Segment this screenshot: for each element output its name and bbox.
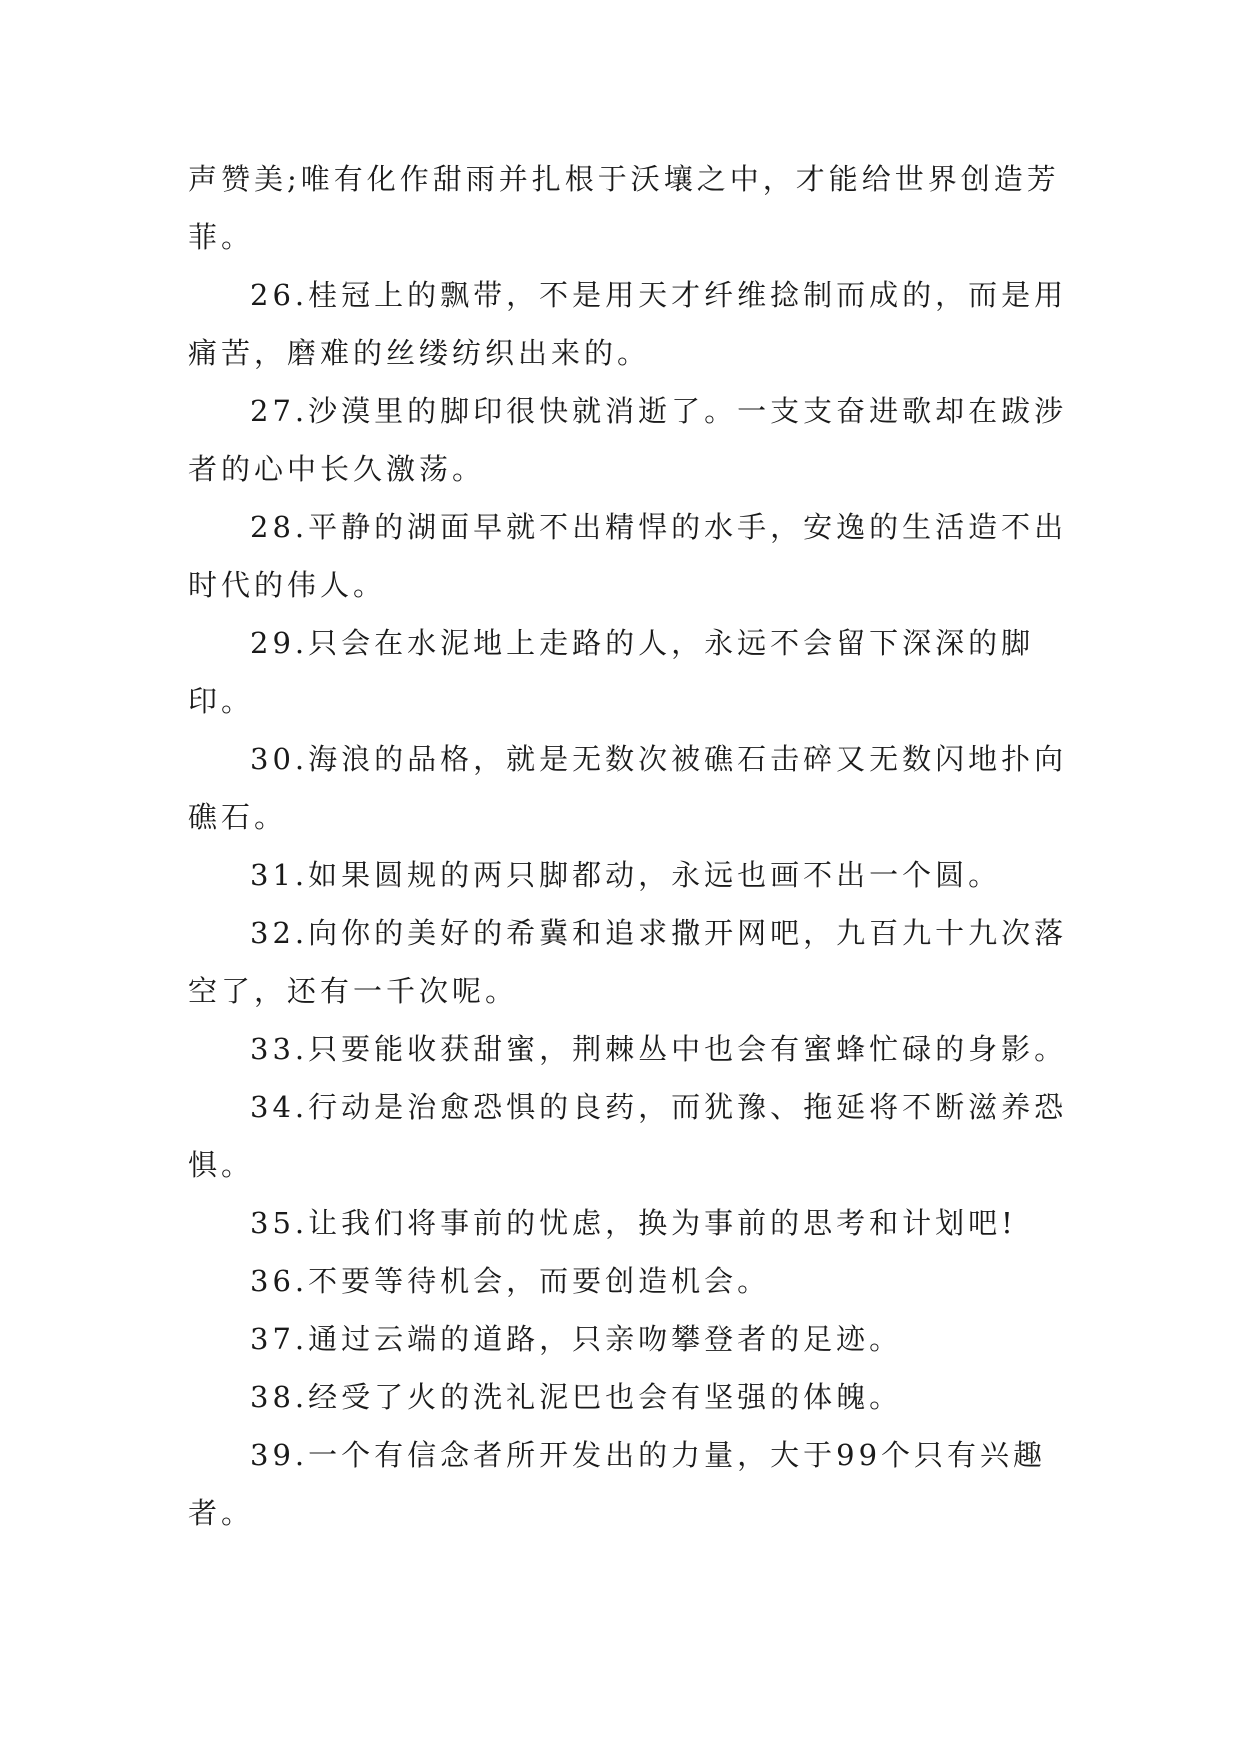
quote-34: 34.行动是治愈恐惧的良药，而犹豫、拖延将不断滋养恐惧。 xyxy=(188,1090,1068,1182)
quote-35: 35.让我们将事前的忧虑，换为事前的思考和计划吧! xyxy=(250,1206,1017,1240)
quote-33: 33.只要能收获甜蜜，荆棘丛中也会有蜜蜂忙碌的身影。 xyxy=(250,1032,1068,1066)
quote-28: 28.平静的湖面早就不出精悍的水手，安逸的生活造不出时代的伟人。 xyxy=(188,510,1068,602)
quote-30: 30.海浪的品格，就是无数次被礁石击碎又无数闪地扑向礁石。 xyxy=(188,742,1068,834)
quote-32: 32.向你的美好的希冀和追求撒开网吧，九百九十九次落空了，还有一千次呢。 xyxy=(188,916,1068,1008)
quote-38: 38.经受了火的洗礼泥巴也会有坚强的体魄。 xyxy=(250,1380,903,1414)
quote-39: 39.一个有信念者所开发出的力量，大于99个只有兴趣者。 xyxy=(188,1438,1047,1530)
quote-36: 36.不要等待机会，而要创造机会。 xyxy=(250,1264,771,1298)
paragraph-continuation: 声赞美;唯有化作甜雨并扎根于沃壤之中，才能给世界创造芳菲。 xyxy=(188,162,1060,254)
quote-26: 26.桂冠上的飘带，不是用天才纤维捻制而成的，而是用痛苦，磨难的丝缕纺织出来的。 xyxy=(188,278,1068,370)
quote-31: 31.如果圆规的两只脚都动，永远也画不出一个圆。 xyxy=(250,858,1002,892)
quote-37: 37.通过云端的道路，只亲吻攀登者的足迹。 xyxy=(250,1322,903,1356)
quote-27: 27.沙漠里的脚印很快就消逝了。一支支奋进歌却在跋涉者的心中长久激荡。 xyxy=(188,394,1068,486)
document-page xyxy=(188,150,1068,1542)
quote-29: 29.只会在水泥地上走路的人，永远不会留下深深的脚印。 xyxy=(188,626,1035,718)
